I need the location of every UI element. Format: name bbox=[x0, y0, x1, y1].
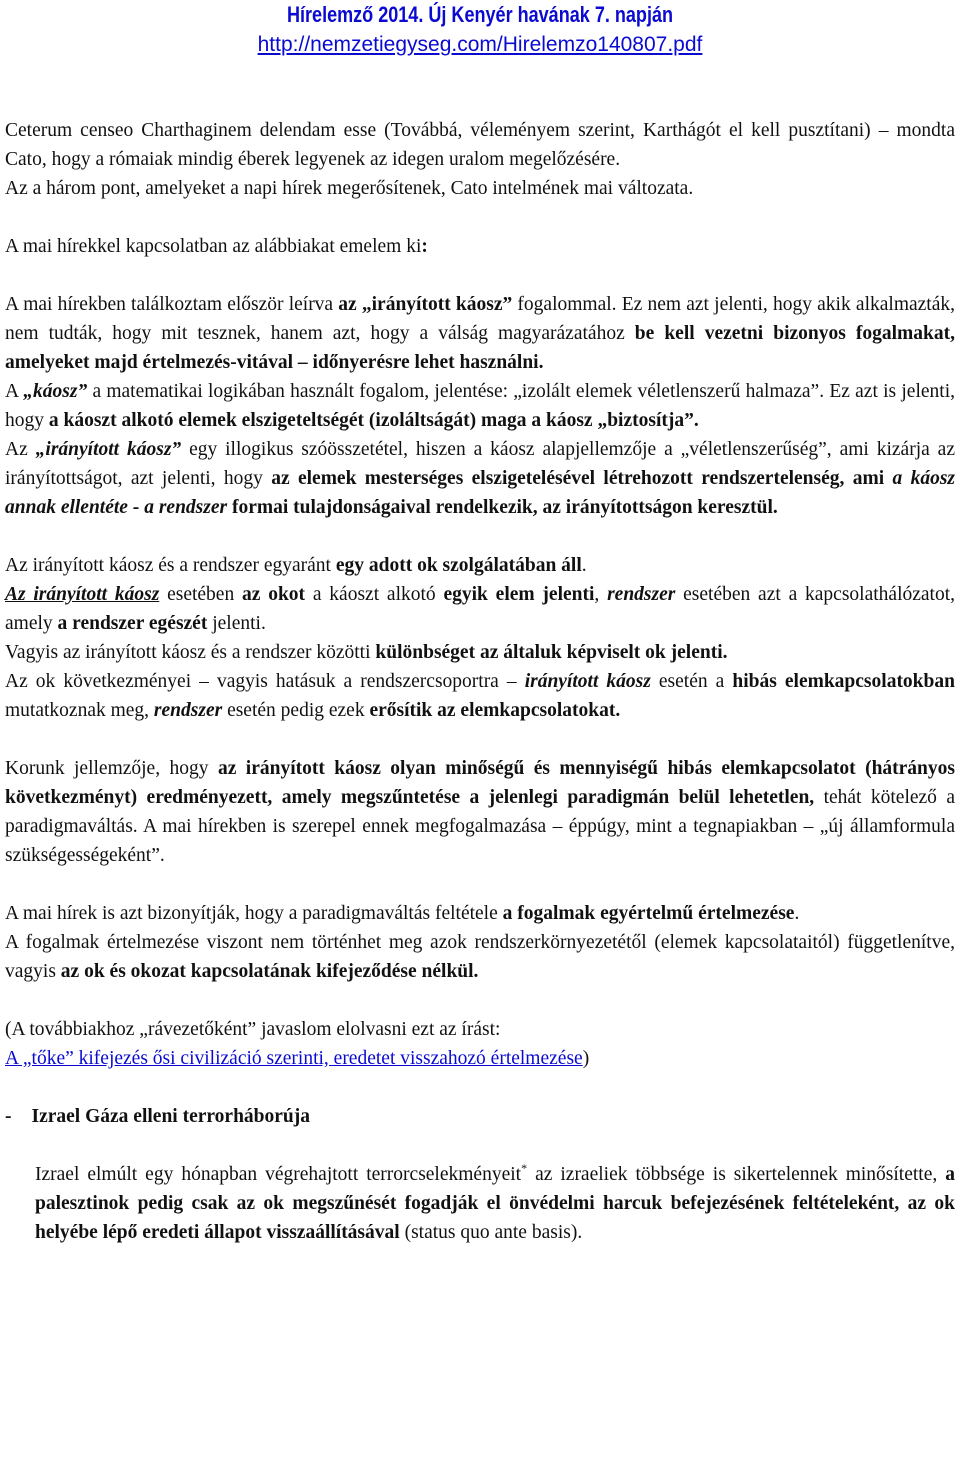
sys2-text-f: , bbox=[594, 584, 608, 605]
sys4-text-a: Az ok következményei – vagyis hatásuk a rendszercsoportra – bbox=[5, 671, 525, 692]
chaos3-text-c: egy illogikus szóösszetétel, hiszen a káosz alapjellemzője a „véletlenszerűség”, ami kizárja az irányítottságot, azt jelenti, hogy bbox=[5, 439, 955, 489]
further-reading-paragraph bbox=[5, 1015, 955, 1073]
israel-bold: a palesztinok pedig csak az ok megszűnését fogadják el önvédelmi harcuk befejezésének feltételeként, az ok helyébe lépő eredeti állapot visszaállításával bbox=[35, 1164, 955, 1243]
sys2-bold-c: az okot bbox=[242, 584, 306, 605]
spacer bbox=[5, 203, 955, 232]
document-body bbox=[5, 116, 955, 1247]
further-text: (A továbbiakhoz „rávezetőként” javaslom elolvasni ezt az írást: bbox=[5, 1019, 501, 1040]
section-heading bbox=[5, 1102, 955, 1131]
intro-paragraph-3 bbox=[5, 232, 955, 261]
sys3-text: Vagyis az irányított káosz és a rendszer közötti bbox=[5, 642, 376, 663]
system-paragraph-3 bbox=[5, 638, 955, 667]
spacer bbox=[5, 1131, 955, 1160]
sys2-text-h: esetében azt a kapcsolathálózatot, amely bbox=[5, 584, 956, 634]
sys4-term: irányított káosz bbox=[524, 671, 651, 692]
israel-text-b: az izraeliek többsége is sikertelennek minősítette, bbox=[527, 1164, 946, 1185]
sys1-period: . bbox=[581, 555, 587, 576]
chaos1-text-a: A mai hírekben találkoztam először leírva bbox=[5, 294, 339, 315]
footnote-marker[interactable]: * bbox=[521, 1161, 528, 1175]
further-close-paren: ) bbox=[582, 1048, 590, 1069]
sys4-text-e: mutatkoznak meg, bbox=[5, 700, 154, 721]
concept2-text: A fogalmak értelmezése viszont nem történhet meg azok rendszerkörnyezetétől (elemek kapcsolataitól) függetlenítve, vagyis bbox=[5, 932, 955, 982]
chaos3-term: „irányított káosz” bbox=[35, 439, 182, 460]
spacer bbox=[5, 261, 955, 290]
chaos-paragraph-3 bbox=[5, 435, 955, 522]
era-paragraph bbox=[5, 754, 955, 870]
intro-paragraph bbox=[5, 116, 955, 174]
concept-paragraph-2 bbox=[5, 928, 955, 986]
intro-text-2: Az a három pont, amelyeket a napi hírek megerősítenek, Cato intelmének mai változata. bbox=[5, 178, 694, 199]
chaos3-bold-d: az elemek mesterséges elszigetelésével létrehozott rendszertelenség, ami bbox=[271, 468, 893, 489]
sys4-text-c: esetén a bbox=[650, 671, 733, 692]
section-dash: - bbox=[5, 1106, 12, 1127]
chaos3-bold-f: formai tulajdonságaival rendelkezik, az irányítottságon keresztül. bbox=[227, 497, 778, 518]
chaos2-bold: a káoszt alkotó elemek elszigeteltségét (izoláltságát) maga a káosz „biztosítja”. bbox=[48, 410, 699, 431]
intro-text-3: A mai hírekkel kapcsolatban az alábbiakat emelem ki bbox=[5, 236, 422, 257]
chaos1-bold: be kell vezetni bizonyos fogalmakat, amelyeket majd értelmezés-vitával – időnyerésre lehet használni. bbox=[5, 323, 955, 373]
chaos-paragraph-2 bbox=[5, 377, 955, 435]
spacer bbox=[5, 522, 955, 551]
sys2-bold-e: egyik elem jelenti bbox=[443, 584, 595, 605]
spacer bbox=[5, 870, 955, 899]
sys2-term-rendszer: rendszer bbox=[607, 584, 676, 605]
chaos-paragraph-1 bbox=[5, 290, 955, 377]
intro-paragraph-2 bbox=[5, 174, 955, 203]
era-text-a: Korunk jellemzője, hogy bbox=[5, 758, 218, 779]
spacer bbox=[5, 1073, 955, 1102]
system-paragraph-2 bbox=[5, 580, 955, 638]
era-text-c: tehát kötelező a paradigmaváltás. A mai hírekben is szerepel ennek megfogalmazása – éppúgy, mint a tegnapiakban – „új államformula szükségességeként”. bbox=[5, 787, 955, 866]
sys1-bold: egy adott ok szolgálatában áll bbox=[335, 555, 582, 576]
spacer bbox=[5, 725, 955, 754]
header-title: Hírelemző 2014. Új Kenyér havának 7. napján bbox=[286, 2, 674, 27]
chaos1-text-c: fogalommal. Ez nem azt jelenti, hogy akik alkalmazták, nem tudták, hogy mit tesznek, hanem azt, hogy a válság magyarázatához bbox=[5, 294, 955, 344]
sys3-bold: különbséget az általuk képviselt ok jelenti. bbox=[375, 642, 728, 663]
chaos3-text-a: Az bbox=[5, 439, 36, 460]
chaos2-text-c: a matematikai logikában használt fogalom, jelentése: „izolált elemek véletlenszerű halmaza”. Ez azt is jelenti, hogy bbox=[5, 381, 955, 431]
israel-text-d: (status quo ante basis). bbox=[399, 1222, 583, 1243]
sys4-text-g: esetén pedig ezek bbox=[222, 700, 370, 721]
sys1-text: Az irányított káosz és a rendszer egyaránt bbox=[5, 555, 336, 576]
intro-colon: : bbox=[421, 236, 428, 257]
concept1-period: . bbox=[794, 903, 800, 924]
section-title: Izrael Gáza elleni terrorháborúja bbox=[31, 1106, 311, 1127]
spacer bbox=[5, 986, 955, 1015]
sys2-text-b: esetében bbox=[159, 584, 243, 605]
chaos1-term: az „irányított káosz” bbox=[338, 294, 513, 315]
sys2-text-j: jelenti. bbox=[207, 613, 266, 634]
sys4-bold-h: erősítik az elemkapcsolatokat. bbox=[369, 700, 621, 721]
further-reading-link[interactable]: A „tőke” kifejezés ősi civilizáció szerinti, eredetet visszahozó értelmezése bbox=[5, 1048, 583, 1069]
chaos2-term: „káosz” bbox=[23, 381, 88, 402]
era-bold: az irányított káosz olyan minőségű és mennyiségű hibás elemkapcsolatot (hátrányos következményt) eredményezett, amely megszűntetése a jelenlegi paradigmán belül lehetetlen, bbox=[5, 758, 955, 808]
israel-paragraph bbox=[5, 1160, 955, 1247]
sys4-term-rendszer: rendszer bbox=[153, 700, 223, 721]
concept-paragraph-1 bbox=[5, 899, 955, 928]
header-url-link[interactable]: http://nemzetiegyseg.com/Hirelemzo140807.pdf bbox=[257, 33, 703, 56]
intro-text: Ceterum censeo Charthaginem delendam esse (Továbbá, véleményem szerint, Karthágót el kell pusztítani) – mondta Cato, hogy a rómaiak mindig éberek legyenek az idegen uralom megelőzésére. bbox=[5, 120, 955, 170]
sys4-bold-d: hibás elemkapcsolatokban bbox=[732, 671, 955, 692]
concept1-text: A mai hírek is azt bizonyítják, hogy a paradigmaváltás feltétele bbox=[5, 903, 503, 924]
sys2-bold-i: a rendszer egészét bbox=[57, 613, 208, 634]
sys2-text-d: a káoszt alkotó bbox=[305, 584, 444, 605]
sys2-term: Az irányított káosz bbox=[5, 584, 160, 605]
chaos3-bold-italic: a káosz annak ellentéte - a rendszer bbox=[5, 468, 955, 518]
israel-text-a: Izrael elmúlt egy hónapban végrehajtott terrorcselekményeit bbox=[35, 1164, 522, 1185]
concept2-bold: az ok és okozat kapcsolatának kifejeződése nélkül. bbox=[60, 961, 479, 982]
system-paragraph-1 bbox=[5, 551, 955, 580]
chaos2-text-a: A bbox=[5, 381, 24, 402]
concept1-bold: a fogalmak egyértelmű értelmezése bbox=[502, 903, 795, 924]
system-paragraph-4 bbox=[5, 667, 955, 725]
